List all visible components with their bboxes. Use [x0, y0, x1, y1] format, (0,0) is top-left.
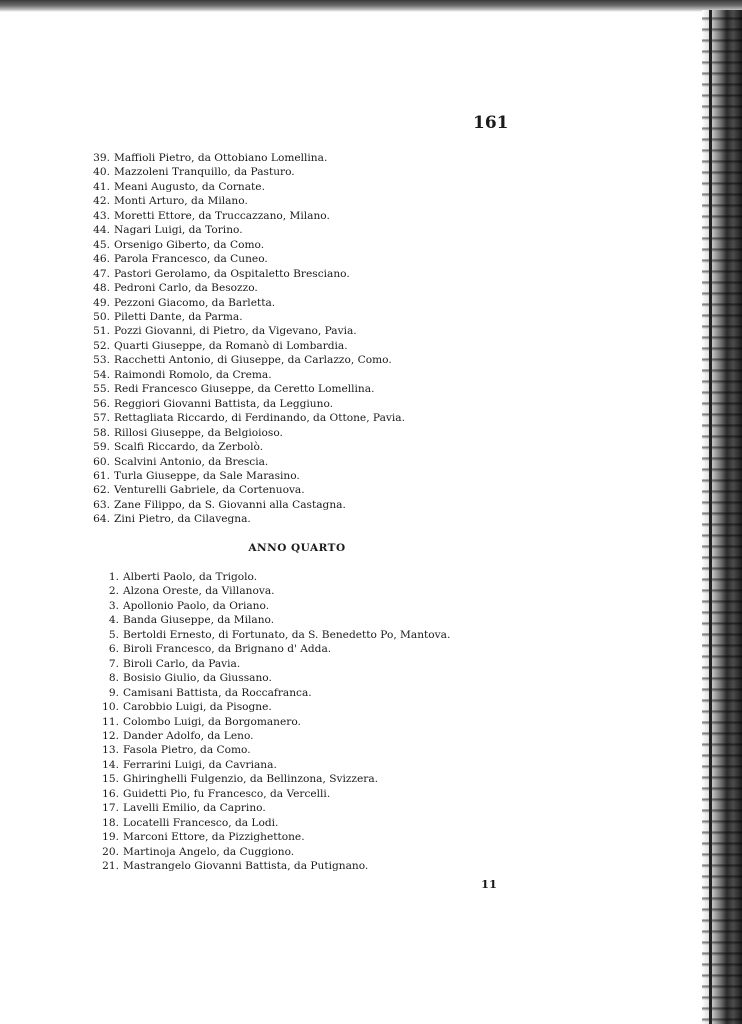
item-number: 43.	[93, 209, 110, 222]
item-number: 55.	[93, 383, 110, 396]
item-text: Bosisio Giulio, da Giussano.	[123, 672, 272, 685]
list-item	[86, 151, 405, 165]
student-list-anno-quarto	[95, 570, 450, 874]
item-number: 8.	[108, 672, 119, 685]
item-number: 2.	[108, 585, 119, 598]
scan-top-edge	[0, 0, 742, 12]
list-item	[95, 845, 450, 859]
item-number: 41.	[93, 180, 110, 193]
item-text: Parola Francesco, da Cuneo.	[114, 253, 268, 266]
item-number: 56.	[93, 397, 110, 410]
item-number: 58.	[93, 426, 110, 439]
item-number: 64.	[93, 513, 110, 526]
item-text: Bertoldi Ernesto, di Fortunato, da S. Benedetto Po, Mantova.	[123, 628, 451, 641]
list-item	[86, 252, 405, 266]
list-item	[95, 801, 450, 815]
item-number: 45.	[93, 238, 110, 251]
list-item	[95, 686, 450, 700]
item-number: 6.	[108, 643, 119, 656]
item-text: Orsenigo Giberto, da Como.	[114, 238, 265, 251]
list-item	[95, 570, 450, 584]
list-item	[86, 440, 405, 454]
list-item	[86, 382, 405, 396]
item-text: Dander Adolfo, da Leno.	[123, 729, 254, 742]
list-item	[95, 700, 450, 714]
item-number: 50.	[93, 310, 110, 323]
item-text: Guidetti Pio, fu Francesco, da Vercelli.	[123, 787, 331, 800]
list-item	[86, 310, 405, 324]
list-item	[86, 353, 405, 367]
item-text: Carobbio Luigi, da Pisogne.	[123, 701, 272, 714]
list-item	[86, 296, 405, 310]
list-item	[95, 671, 450, 685]
item-text: Pozzi Giovanni, di Pietro, da Vigevano, Pavia.	[114, 325, 357, 338]
item-text: Mastrangelo Giovanni Battista, da Putignano.	[123, 860, 369, 873]
item-text: Rillosi Giuseppe, da Belgioioso.	[114, 426, 283, 439]
item-number: 10.	[102, 701, 119, 714]
item-number: 15.	[102, 773, 119, 786]
list-item	[95, 642, 450, 656]
list-item	[86, 267, 405, 281]
item-text: Venturelli Gabriele, da Cortenuova.	[114, 484, 305, 497]
list-item	[95, 743, 450, 757]
item-text: Pastori Gerolamo, da Ospitaletto Bresciano.	[114, 267, 350, 280]
item-number: 5.	[108, 628, 119, 641]
item-text: Rettagliata Riccardo, di Ferdinando, da Ottone, Pavia.	[114, 412, 405, 425]
item-number: 20.	[102, 845, 119, 858]
list-item	[95, 729, 450, 743]
item-number: 17.	[102, 802, 119, 815]
item-text: Turla Giuseppe, da Sale Marasino.	[114, 469, 300, 482]
list-item	[86, 339, 405, 353]
item-number: 3.	[108, 599, 119, 612]
list-item	[86, 281, 405, 295]
list-item	[86, 180, 405, 194]
item-text: Biroli Francesco, da Brignano d' Adda.	[123, 643, 332, 656]
item-number: 40.	[93, 166, 110, 179]
list-item	[86, 165, 405, 179]
list-item	[86, 512, 405, 526]
list-item	[86, 498, 405, 512]
item-text: Camisani Battista, da Roccafranca.	[123, 686, 312, 699]
item-number: 4.	[108, 614, 119, 627]
list-item	[86, 469, 405, 483]
list-item	[86, 368, 405, 382]
item-number: 62.	[93, 484, 110, 497]
list-item	[95, 613, 450, 627]
item-text: Redi Francesco Giuseppe, da Ceretto Lomellina.	[114, 383, 375, 396]
item-number: 44.	[93, 224, 110, 237]
item-number: 11.	[102, 715, 119, 728]
item-text: Apollonio Paolo, da Oriano.	[123, 599, 270, 612]
list-item	[95, 657, 450, 671]
item-number: 39.	[93, 152, 110, 164]
item-number: 42.	[93, 195, 110, 208]
item-number: 47.	[93, 267, 110, 280]
item-number: 12.	[102, 729, 119, 742]
list-item	[95, 772, 450, 786]
student-list-previous-year	[86, 151, 405, 527]
list-item	[95, 628, 450, 642]
list-item	[95, 830, 450, 844]
item-text: Raimondi Romolo, da Crema.	[114, 368, 272, 381]
item-text: Lavelli Emilio, da Caprino.	[123, 802, 266, 815]
list-item	[95, 599, 450, 613]
list-item	[86, 209, 405, 223]
item-number: 13.	[102, 744, 119, 757]
item-number: 18.	[102, 816, 119, 829]
item-number: 16.	[102, 787, 119, 800]
item-text: Monti Arturo, da Milano.	[114, 195, 248, 208]
item-number: 19.	[102, 831, 119, 844]
item-number: 57.	[93, 412, 110, 425]
item-number: 53.	[93, 354, 110, 367]
item-text: Quarti Giuseppe, da Romanò di Lombardia.	[114, 339, 348, 352]
item-number: 52.	[93, 339, 110, 352]
item-text: Piletti Dante, da Parma.	[114, 310, 243, 323]
list-item	[95, 816, 450, 830]
item-number: 63.	[93, 498, 110, 511]
page-number: 161	[473, 113, 509, 133]
item-number: 48.	[93, 282, 110, 295]
item-number: 21.	[102, 860, 119, 873]
scan-binding-line	[709, 10, 712, 1024]
list-item	[95, 758, 450, 772]
item-text: Ferrarini Luigi, da Cavriana.	[123, 758, 277, 771]
list-item	[86, 324, 405, 338]
item-number: 46.	[93, 253, 110, 266]
item-number: 9.	[108, 686, 119, 699]
item-text: Biroli Carlo, da Pavia.	[123, 657, 241, 670]
section-title	[0, 542, 600, 554]
item-text: Locatelli Francesco, da Lodi.	[123, 816, 279, 829]
item-number: 1.	[108, 571, 119, 583]
item-text: Martinoja Angelo, da Cuggiono.	[123, 845, 295, 858]
item-text: Ghiringhelli Fulgenzio, da Bellinzona, Svizzera.	[123, 773, 379, 786]
item-text: Alberti Paolo, da Trigolo.	[123, 571, 258, 583]
item-text: Moretti Ettore, da Truccazzano, Milano.	[114, 209, 330, 222]
list-item	[86, 411, 405, 425]
item-text: Mazzoleni Tranquillo, da Pasturo.	[114, 166, 295, 179]
item-text: Zane Filippo, da S. Giovanni alla Castagna.	[114, 498, 346, 511]
item-text: Maffioli Pietro, da Ottobiano Lomellina.	[114, 152, 328, 164]
item-number: 49.	[93, 296, 110, 309]
section-title-text: ANNO QUARTO	[248, 542, 346, 554]
list-item	[95, 859, 450, 873]
list-item	[86, 426, 405, 440]
item-text: Marconi Ettore, da Pizzighettone.	[123, 831, 305, 844]
item-text: Zini Pietro, da Cilavegna.	[114, 513, 251, 526]
item-text: Scalfi Riccardo, da Zerbolò.	[114, 441, 264, 454]
item-text: Nagari Luigi, da Torino.	[114, 224, 243, 237]
item-number: 60.	[93, 455, 110, 468]
item-number: 7.	[108, 657, 119, 670]
item-number: 51.	[93, 325, 110, 338]
item-text: Pedroni Carlo, da Besozzo.	[114, 282, 258, 295]
item-number: 14.	[102, 758, 119, 771]
list-item	[86, 194, 405, 208]
item-text: Pezzoni Giacomo, da Barletta.	[114, 296, 276, 309]
list-item	[86, 455, 405, 469]
scan-binding-edge	[702, 10, 742, 1024]
item-text: Alzona Oreste, da Villanova.	[123, 585, 275, 598]
list-item	[95, 584, 450, 598]
item-text: Meani Augusto, da Cornate.	[114, 180, 265, 193]
item-text: Racchetti Antonio, di Giuseppe, da Carlazzo, Como.	[114, 354, 392, 367]
list-item	[86, 397, 405, 411]
item-text: Colombo Luigi, da Borgomanero.	[123, 715, 301, 728]
item-text: Banda Giuseppe, da Milano.	[123, 614, 275, 627]
list-item	[86, 223, 405, 237]
list-item	[86, 238, 405, 252]
item-text: Reggiori Giovanni Battista, da Leggiuno.	[114, 397, 333, 410]
item-number: 54.	[93, 368, 110, 381]
list-item	[95, 787, 450, 801]
item-number: 59.	[93, 441, 110, 454]
list-item	[86, 483, 405, 497]
list-item	[95, 715, 450, 729]
signature-mark: 11	[481, 877, 498, 891]
item-number: 61.	[93, 469, 110, 482]
item-text: Scalvini Antonio, da Brescia.	[114, 455, 269, 468]
item-text: Fasola Pietro, da Como.	[123, 744, 251, 757]
